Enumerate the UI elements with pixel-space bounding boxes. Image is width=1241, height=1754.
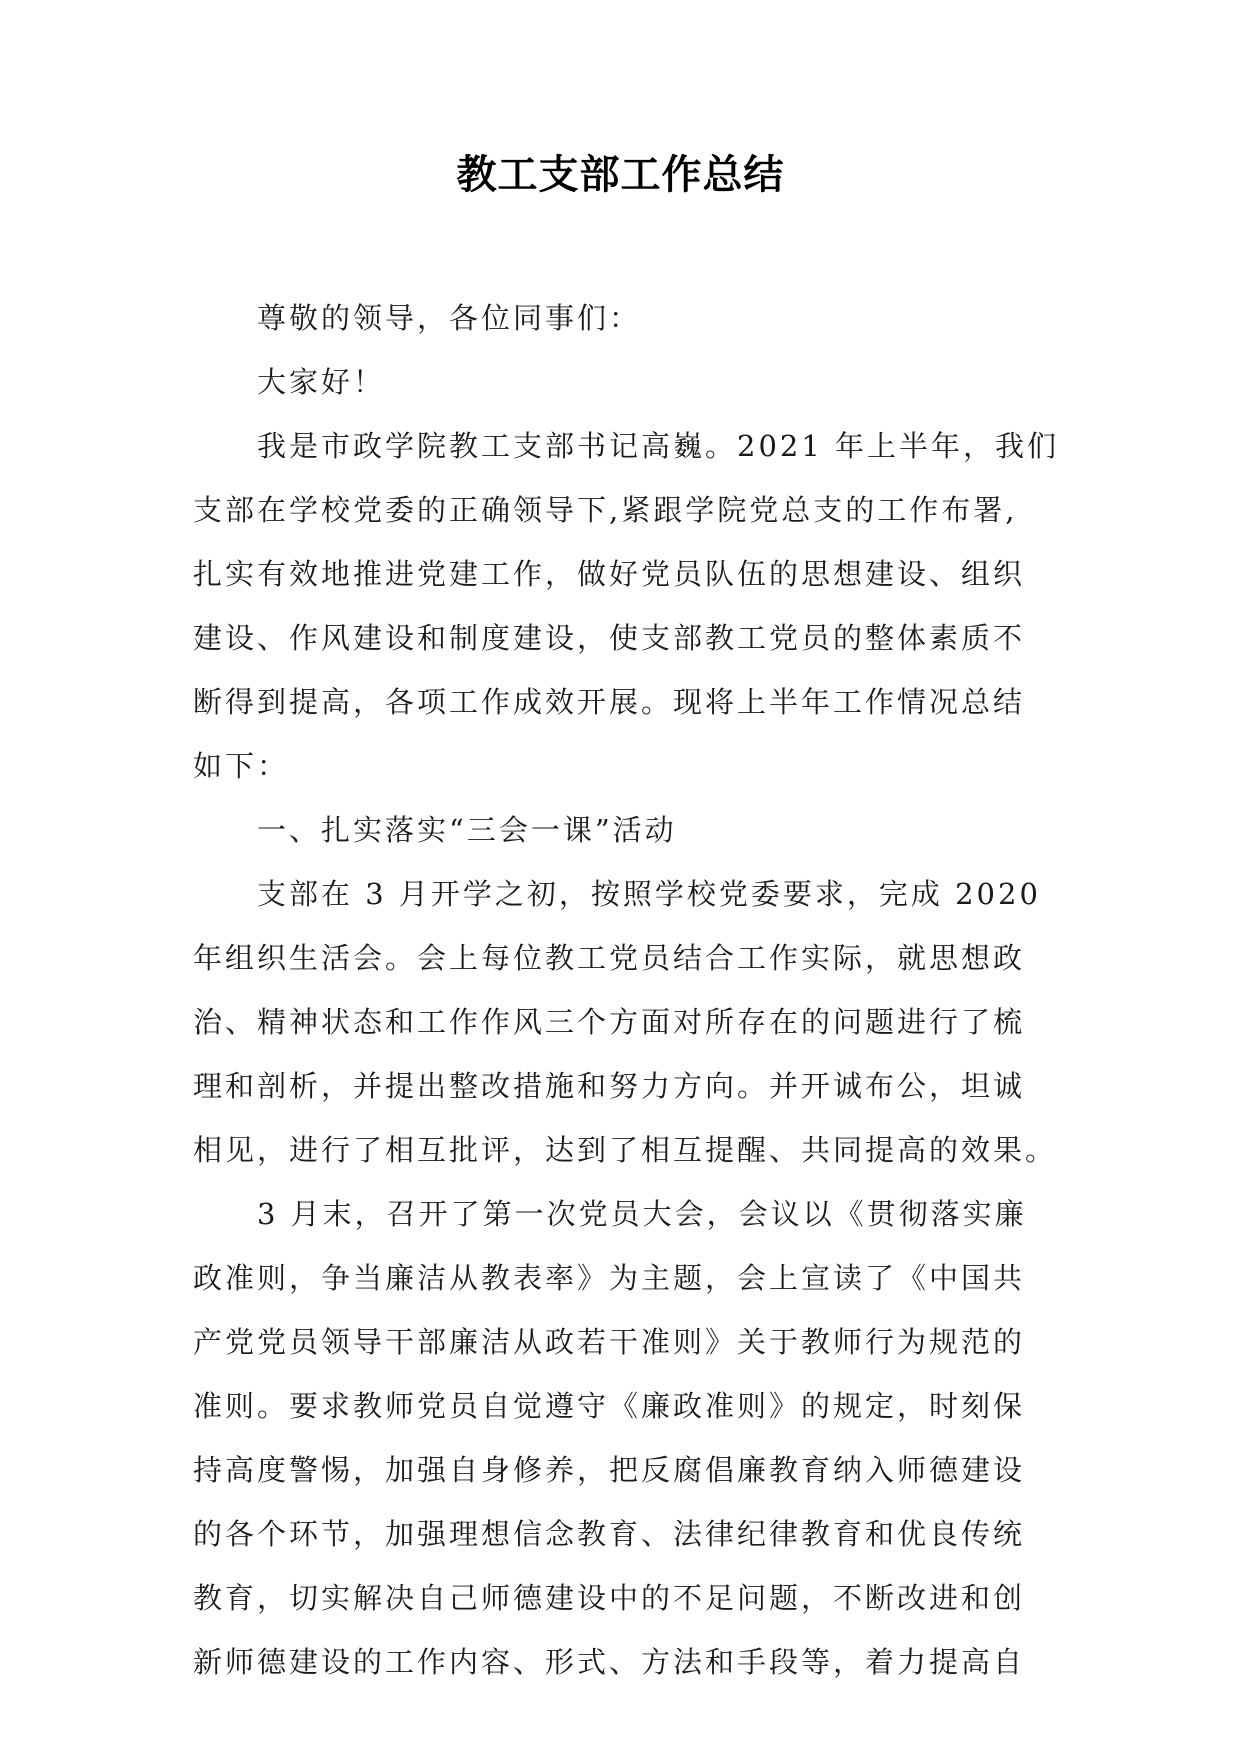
text-line: 准则。要求教师党员自觉遵守《廉政准则》的规定，时刻保 [193,1389,1026,1423]
document-title: 教工支部工作总结 [456,151,785,198]
text-line: 年组织生活会。会上每位教工党员结合工作实际，就思想政 [193,941,1026,975]
text-line: 支部在 3 月开学之初，按照学校党委要求，完成 2020 [257,877,1041,911]
text-line: 断得到提高，各项工作成效开展。现将上半年工作情况总结 [193,685,1026,719]
text-line: 新师德建设的工作内容、形式、方法和手段等，着力提高自 [193,1645,1026,1679]
text-line: 扎实有效地推进党建工作，做好党员队伍的思想建设、组织 [193,557,1026,591]
text-line: 大家好！ [257,365,386,399]
text-line: 3 月末，召开了第一次党员大会，会议以《贯彻落实廉 [257,1197,1027,1231]
text-line: 教育，切实解决自己师德建设中的不足问题，不断改进和创 [193,1581,1026,1615]
text-line: 政准则，争当廉洁从教表率》为主题，会上宣读了《中国共 [193,1261,1026,1295]
text-line: 持高度警惕，加强自身修养，把反腐倡廉教育纳入师德建设 [193,1453,1026,1487]
text-line: 理和剖析，并提出整改措施和努力方向。并开诚布公，坦诚 [193,1069,1026,1103]
text-line: 相见，进行了相互批评，达到了相互提醒、共同提高的效果。 [193,1133,1058,1167]
text-line: 治、精神状态和工作作风三个方面对所存在的问题进行了梳 [193,1005,1026,1039]
text-line: 的各个环节，加强理想信念教育、法律纪律教育和优良传统 [193,1517,1026,1551]
text-line: 支部在学校党委的正确领导下,紧跟学院党总支的工作布署, [193,493,1018,527]
text-line: 产党党员领导干部廉洁从政若干准则》关于教师行为规范的 [193,1325,1026,1359]
document-body [193,286,1060,1694]
text-line: 尊敬的领导，各位同事们： [257,301,642,335]
text-line: 如下： [193,749,290,783]
text-line: 我是市政学院教工支部书记高巍。2021 年上半年，我们 [257,429,1060,463]
text-line: 建设、作风建设和制度建设，使支部教工党员的整体素质不 [193,621,1026,655]
text-line: 一、扎实落实“三会一课”活动 [257,813,677,847]
